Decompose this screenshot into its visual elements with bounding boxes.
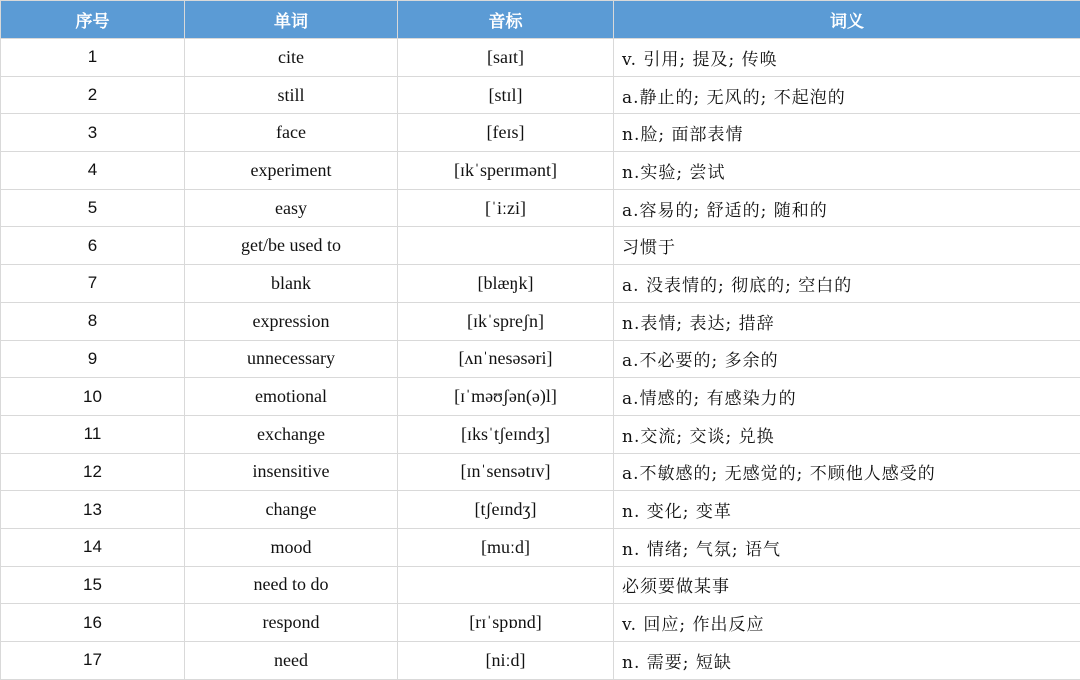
row-index: 1 xyxy=(1,39,185,77)
table-row xyxy=(1,378,1080,416)
row-index: 2 xyxy=(1,76,185,114)
table-row xyxy=(1,189,1080,227)
table-row xyxy=(1,302,1080,340)
table-row xyxy=(1,491,1080,529)
row-phonetic: [ʌnˈnesəsəri] xyxy=(398,340,614,378)
row-word: need xyxy=(185,642,398,680)
row-phonetic: [ɪˈməʊʃən(ə)l] xyxy=(398,378,614,416)
table-row xyxy=(1,642,1080,680)
table-row xyxy=(1,152,1080,190)
row-phonetic: [muːd] xyxy=(398,528,614,566)
row-index: 15 xyxy=(1,566,185,604)
row-definition: n. 情绪; 气氛; 语气 xyxy=(614,528,1080,566)
table-row xyxy=(1,453,1080,491)
row-phonetic: [stɪl] xyxy=(398,76,614,114)
header-word: 单词 xyxy=(185,1,398,39)
row-definition: a.情感的; 有感染力的 xyxy=(614,378,1080,416)
table-row xyxy=(1,39,1080,77)
row-definition: v. 回应; 作出反应 xyxy=(614,604,1080,642)
row-word: blank xyxy=(185,265,398,303)
row-index: 14 xyxy=(1,528,185,566)
row-word: need to do xyxy=(185,566,398,604)
row-index: 6 xyxy=(1,227,185,265)
row-definition: a.容易的; 舒适的; 随和的 xyxy=(614,189,1080,227)
row-phonetic: [ɪkˈsperɪmənt] xyxy=(398,152,614,190)
row-word: mood xyxy=(185,528,398,566)
row-definition: n.实验; 尝试 xyxy=(614,152,1080,190)
table-row xyxy=(1,566,1080,604)
row-word: still xyxy=(185,76,398,114)
row-index: 12 xyxy=(1,453,185,491)
row-word: emotional xyxy=(185,378,398,416)
row-index: 5 xyxy=(1,189,185,227)
row-definition: n.脸; 面部表情 xyxy=(614,114,1080,152)
row-definition: n.表情; 表达; 措辞 xyxy=(614,302,1080,340)
table-row xyxy=(1,340,1080,378)
row-word: get/be used to xyxy=(185,227,398,265)
row-word: exchange xyxy=(185,415,398,453)
row-index: 17 xyxy=(1,642,185,680)
row-phonetic: [rɪˈspɒnd] xyxy=(398,604,614,642)
row-definition: a.不敏感的; 无感觉的; 不顾他人感受的 xyxy=(614,453,1080,491)
row-definition: n. 需要; 短缺 xyxy=(614,642,1080,680)
row-phonetic xyxy=(398,227,614,265)
header-row xyxy=(1,1,1080,39)
row-phonetic: [niːd] xyxy=(398,642,614,680)
row-definition: n.交流; 交谈; 兑换 xyxy=(614,415,1080,453)
row-word: respond xyxy=(185,604,398,642)
row-definition: a. 没表情的; 彻底的; 空白的 xyxy=(614,265,1080,303)
row-phonetic: [ɪkˈspreʃn] xyxy=(398,302,614,340)
row-phonetic: [feɪs] xyxy=(398,114,614,152)
header-index: 序号 xyxy=(1,1,185,39)
row-phonetic: [ˈiːzi] xyxy=(398,189,614,227)
row-index: 11 xyxy=(1,415,185,453)
table-row xyxy=(1,265,1080,303)
row-phonetic: [tʃeɪndʒ] xyxy=(398,491,614,529)
row-index: 13 xyxy=(1,491,185,529)
row-index: 8 xyxy=(1,302,185,340)
row-word: insensitive xyxy=(185,453,398,491)
row-word: change xyxy=(185,491,398,529)
table-row xyxy=(1,415,1080,453)
table-row xyxy=(1,76,1080,114)
row-definition: a.不必要的; 多余的 xyxy=(614,340,1080,378)
row-index: 16 xyxy=(1,604,185,642)
table-row xyxy=(1,114,1080,152)
row-index: 3 xyxy=(1,114,185,152)
row-word: face xyxy=(185,114,398,152)
row-definition: a.静止的; 无风的; 不起泡的 xyxy=(614,76,1080,114)
header-definition: 词义 xyxy=(614,1,1080,39)
table-row xyxy=(1,604,1080,642)
table-row xyxy=(1,528,1080,566)
row-definition: 习惯于 xyxy=(614,227,1080,265)
row-word: expression xyxy=(185,302,398,340)
row-definition: n. 变化; 变革 xyxy=(614,491,1080,529)
row-word: cite xyxy=(185,39,398,77)
row-word: unnecessary xyxy=(185,340,398,378)
row-phonetic xyxy=(398,566,614,604)
row-definition: v. 引用; 提及; 传唤 xyxy=(614,39,1080,77)
row-index: 4 xyxy=(1,152,185,190)
row-word: experiment xyxy=(185,152,398,190)
header-phonetic: 音标 xyxy=(398,1,614,39)
row-phonetic: [saɪt] xyxy=(398,39,614,77)
row-phonetic: [blæŋk] xyxy=(398,265,614,303)
table-row xyxy=(1,227,1080,265)
row-phonetic: [ɪnˈsensətɪv] xyxy=(398,453,614,491)
row-phonetic: [ɪksˈtʃeɪndʒ] xyxy=(398,415,614,453)
row-word: easy xyxy=(185,189,398,227)
row-index: 7 xyxy=(1,265,185,303)
row-index: 10 xyxy=(1,378,185,416)
row-index: 9 xyxy=(1,340,185,378)
row-definition: 必须要做某事 xyxy=(614,566,1080,604)
